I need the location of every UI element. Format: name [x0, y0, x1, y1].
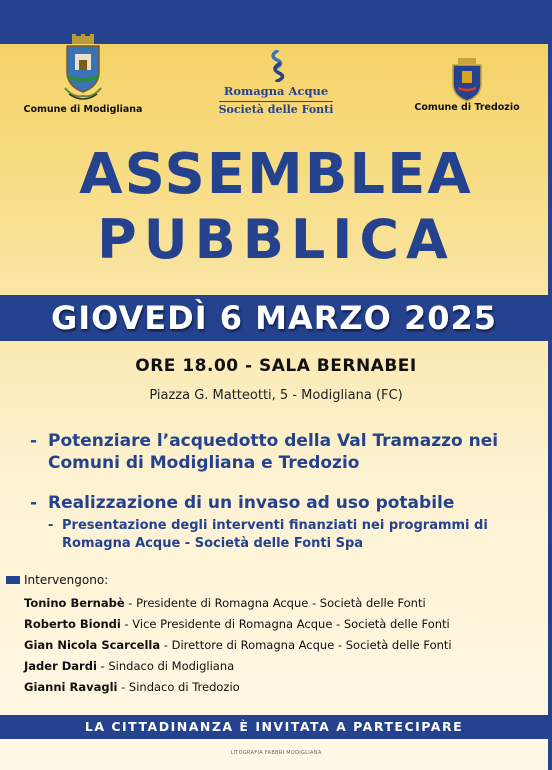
time-and-venue: ORE 18.00 - SALA BERNABEI	[135, 356, 417, 376]
logo-tredozio	[402, 58, 532, 113]
right-edge-stripe	[548, 0, 552, 770]
invitation-text: LA CITTADINANZA È INVITATA A PARTECIPARE	[84, 719, 464, 734]
tredozio-label: Comune di Tredozio	[414, 102, 520, 113]
section-marker	[6, 576, 20, 584]
printer-credit: LITOGRAFIA FABBRI MODIGLIANA	[230, 750, 322, 756]
topic-text: Realizzazione di un invaso ad uso potabile	[48, 493, 455, 513]
romagna-acque-tagline: Società delle Fonti	[218, 103, 334, 116]
date-banner	[0, 295, 548, 341]
topic-dash: -	[30, 493, 38, 513]
speaker-row	[24, 617, 450, 631]
subtopic-dash: -	[48, 518, 54, 533]
speaker-role: - Sindaco di Tredozio	[117, 680, 240, 694]
topic-dash: -	[30, 431, 38, 451]
speaker-name: Gianni Ravagli	[24, 680, 118, 694]
speaker-name: Roberto Biondi	[24, 617, 121, 631]
subtopic-text: Presentazione degli interventi finanziati nei programmi di Romagna Acque - Società delle Fonti Spa	[62, 518, 488, 551]
speaker-row	[24, 659, 234, 673]
speaker-name: Jader Dardi	[24, 659, 97, 673]
topic-text: Potenziare l’acquedotto della Val Tramazzo nei Comuni di Modigliana e Tredozio	[48, 431, 499, 473]
event-date: GIOVEDÌ 6 MARZO 2025	[50, 299, 497, 337]
logo-romagna-acque	[214, 50, 338, 117]
venue-address: Piazza G. Matteotti, 5 - Modigliana (FC)	[149, 388, 403, 403]
speaker-role: - Sindaco di Modigliana	[96, 659, 235, 673]
speaker-row	[24, 680, 240, 694]
speaker-role: - Presidente di Romagna Acque - Società delle Fonti	[124, 596, 426, 610]
tredozio-crest-icon	[450, 58, 484, 102]
water-wave-icon	[265, 50, 287, 82]
speaker-name: Tonino Bernabè	[24, 596, 125, 610]
logo-modigliana	[18, 34, 148, 115]
speaker-role: - Vice Presidente di Romagna Acque - Società delle Fonti	[120, 617, 450, 631]
romagna-acque-name: Romagna Acque	[223, 84, 329, 98]
speaker-row	[24, 596, 426, 610]
title-line-1: ASSEMBLEA	[79, 142, 473, 207]
speaker-row	[24, 638, 452, 652]
footer-banner	[0, 715, 548, 739]
speaker-role: - Direttore di Romagna Acque - Società delle Fonti	[160, 638, 452, 652]
title-line-2: PUBBLICA	[97, 208, 455, 271]
speaker-name: Gian Nicola Scarcella	[24, 638, 161, 652]
modigliana-crest-icon	[59, 34, 107, 104]
speakers-heading: Intervengono:	[24, 573, 109, 587]
modigliana-label: Comune di Modigliana	[23, 104, 143, 115]
